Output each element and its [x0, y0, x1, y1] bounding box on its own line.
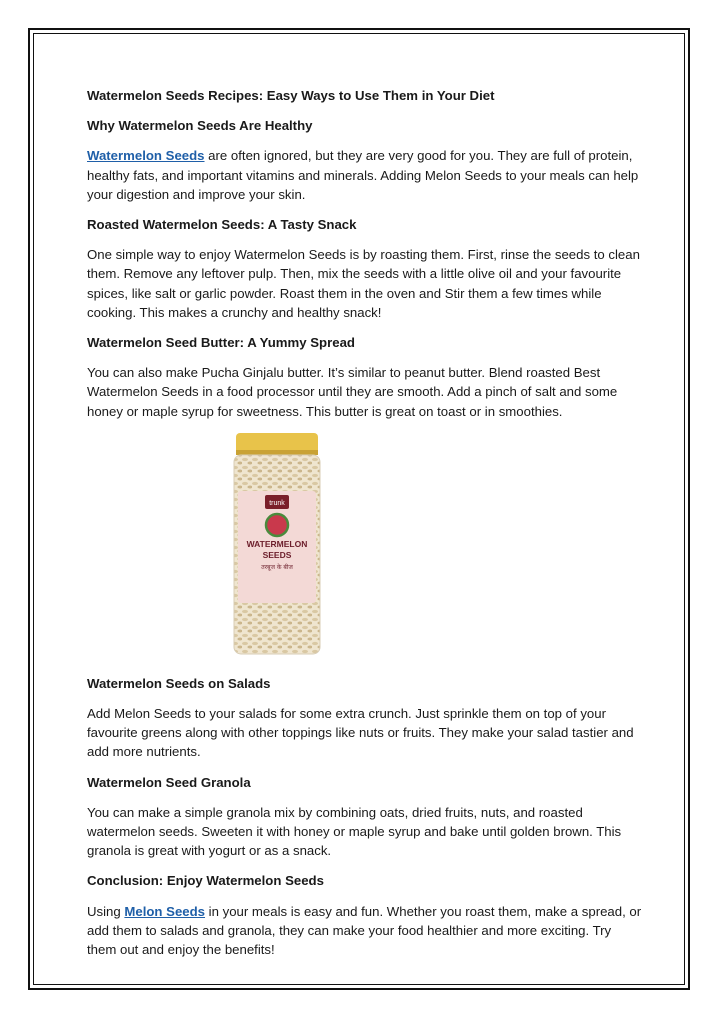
product-image	[87, 433, 642, 656]
section-text-roasted: One simple way to enjoy Watermelon Seeds is by roasting them. First, rinse the seeds to clean them. Remove any leftover pulp. Then, mix the seeds with a little olive oil and your favourite spices, like salt or garlic powder. Roast them in the oven and Stir them a few times while cooking. This makes a crunchy and healthy snack!	[87, 247, 640, 320]
melon-seeds-link[interactable]: Melon Seeds	[124, 903, 206, 919]
document-title: Watermelon Seeds Recipes: Easy Ways to Use Them in Your Diet	[87, 88, 495, 103]
section-heading-granola: Watermelon Seed Granola	[87, 774, 251, 790]
section-heading-salads: Watermelon Seeds on Salads	[87, 675, 271, 691]
jar-label-line1: WATERMELON	[246, 538, 308, 549]
jar-label-line2: SEEDS	[262, 549, 292, 560]
section-heading-healthy: Why Watermelon Seeds Are Healthy	[87, 118, 313, 134]
document-content	[87, 86, 642, 970]
conclusion-prefix: Using	[87, 903, 125, 919]
healthy-body: are often ignored, but they are very good for you. They are full of protein, healthy fats, and important vitamins and minerals. Adding Melon Seeds to your meals can help your digestion and improve your skin.	[87, 148, 639, 202]
section-heading-butter: Watermelon Seed Butter: A Yummy Spread	[87, 335, 355, 351]
section-text-granola: You can make a simple granola mix by combining oats, dried fruits, nuts, and roasted watermelon seeds. Sweeten it with honey or maple syrup and bake until golden brown. This granola is great with yogurt or as a snack.	[87, 804, 622, 859]
watermelon-seeds-jar-image	[232, 433, 322, 656]
section-text-salads: Add Melon Seeds to your salads for some extra crunch. Just sprinkle them on top of your favourite greens along with other toppings like nuts or fruits. They make your salad tastier and add more nutrients.	[87, 706, 634, 760]
conclusion-body: in your meals is easy and fun. Whether you roast them, make a spread, or add them to salads and granola, they can make your food healthier and more exciting. Try them out and enjoy the benefits!	[87, 903, 642, 958]
section-heading-roasted: Roasted Watermelon Seeds: A Tasty Snack	[87, 217, 357, 233]
section-text-butter: You can also make Pucha Ginjalu butter. It’s similar to peanut butter. Blend roasted Best Watermelon Seeds in a food processor until they are smooth. Add a pinch of salt and some honey or maple syrup for sweetness. This butter is great on toast or in smoothies.	[87, 365, 618, 419]
section-text-conclusion	[87, 902, 642, 960]
section-text-healthy	[87, 146, 642, 204]
jar-brand: trunk	[269, 499, 285, 507]
section-heading-conclusion: Conclusion: Enjoy Watermelon Seeds	[87, 873, 324, 889]
watermelon-seeds-link[interactable]: Watermelon Seeds	[87, 148, 205, 164]
jar-label-hindi: तरबूज के बीज	[261, 563, 293, 571]
